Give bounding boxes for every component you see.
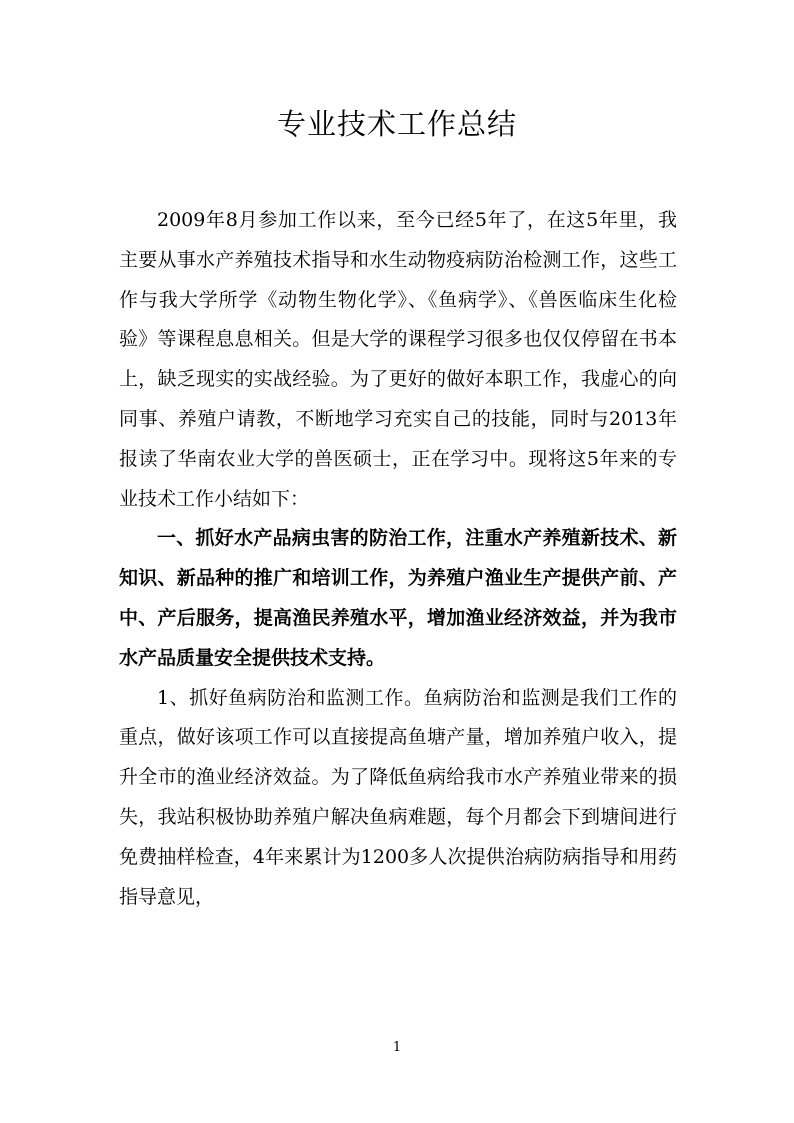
page-number: 1 (392, 1040, 402, 1055)
paragraph-fish-disease: 1、抓好鱼病防治和监测工作。鱼病防治和监测是我们工作的重点，做好该项工作可以直接提高鱼塘产量，增加养殖户收入，提升全市的渔业经济效益。为了降低鱼病给我市水产养殖业带来的损失，我站积极协助养殖户解决鱼病难题，每个月都会下到塘间进行免费抽样检查，4年来累计为1200多人次提供治病防病指导和用药指导意见， (119, 686, 677, 908)
paragraph-intro: 2009年8月参加工作以来，至今已经5年了，在这5年里，我主要从事水产养殖技术指导和水生动物疫病防治检测工作，这些工作与我大学所学《动物生物化学》、《鱼病学》、《兽医临床生化检验》等课程息息相关。但是大学的课程学习很多也仅仅停留在书本上，缺乏现实的实战经验。为了更好的做好本职工作，我虚心的向同事、养殖户请教，不断地学习充实自己的技能，同时与2013年报读了华南农业大学的兽医硕士，正在学习中。现将这5年来的专业技术工作小结如下： (119, 209, 677, 510)
document-title: 专业技术工作总结 (276, 107, 517, 141)
document-body (119, 201, 677, 917)
paragraph-section-heading: 一、抓好水产品病虫害的防治工作，注重水产养殖新技术、新知识、新品种的推广和培训工作，为养殖户渔业生产提供产前、产中、产后服务，提高渔民养殖水平，增加渔业经济效益，并为我市水产品质量安全提供技术支持。 (119, 527, 677, 669)
